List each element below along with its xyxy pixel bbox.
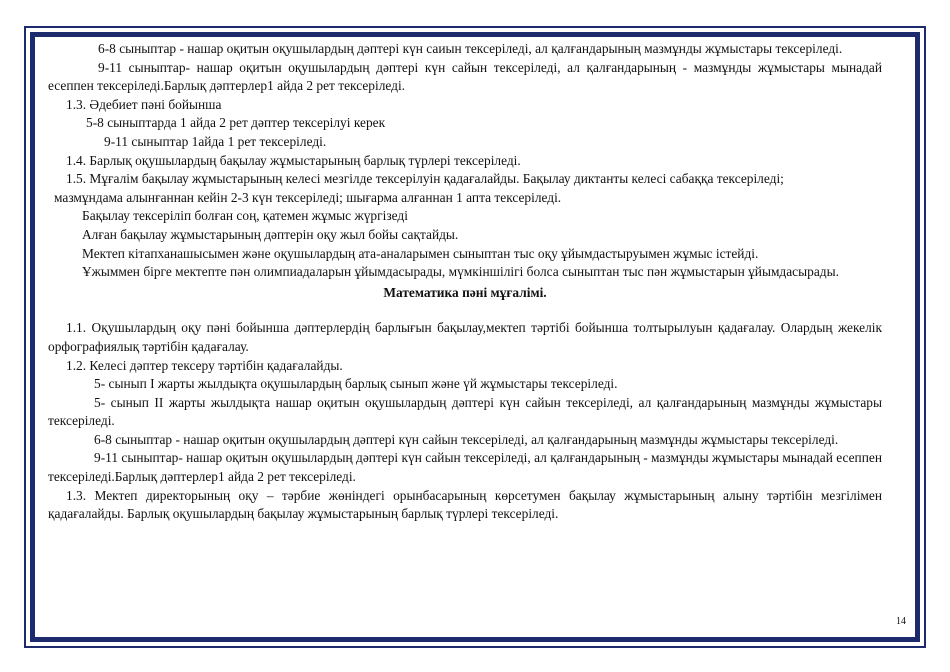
math-paragraph-grade5-h2: 5- сынып ІІ жарты жылдықта нашар оқитын оқушылардың дәптері күн сайын тексеріледі, ал қалғандарының мазмұнды жұмыстары тексеріледі. xyxy=(48,394,882,429)
paragraph-9-11-monthly: 9-11 сыныптар 1айда 1 рет тексеріледі. xyxy=(104,133,327,149)
math-paragraph-1-1: 1.1. Оқушылардың оқу пәні бойынша дәптерлердің барлығын бақылау,мектеп тәртібі бойынша толтырылуын қадағалау. Олардың жекелік орфографиялық тәртібін қадағалау. xyxy=(48,320,882,354)
paragraph-olympiads: Ұжыммен бірге мектепте пән олимпиадаларын ұйымдасырады, мүмкіншілігі болса сыныптан тыс пән жұмыстарын ұйымдасырады. xyxy=(82,264,839,280)
section-title: Математика пәні мұғалімі. xyxy=(383,284,547,300)
paragraph-9-11-grades: 9-11 сыныптар- нашар оқитын оқушылардың дәптері күн сайын тексеріледі, ал қалғандарының - мазмұнды жұмыстары мынадай есеппен тексеріледі.Барлық дәптерлер1 айда 2 рет тексеріледі. xyxy=(48,59,882,94)
paragraph-1-3-literature: 1.3. Әдебиет пәні бойынша xyxy=(66,96,222,112)
math-paragraph-1-2: 1.2. Келесі дәптер тексеру тәртібін қадағалайды. xyxy=(66,357,343,373)
math-paragraph-grade5-h1: 5- сынып І жарты жылдықта оқушылардың барлық сынып және үй жұмыстары тексеріледі. xyxy=(94,376,618,392)
document-body xyxy=(48,40,882,524)
paragraph-essay-check: мазмұндама алынғаннан кейін 2-3 күн тексеріледі; шығарма алғаннан 1 апта тексеріледі. xyxy=(54,189,562,205)
page-number: 14 xyxy=(896,616,906,627)
paragraph-librarian: Мектеп кітапханашысымен және оқушылардың ата-аналарымен сыныптан тыс оқу ұйымдастыруымен жұмыс істейді. xyxy=(82,245,759,261)
math-paragraph-9-11: 9-11 сыныптар- нашар оқитын оқушылардың дәптері күн сайын тексеріледі, ал қалғандарының - мазмұнды жұмыстары мынадай есеппен тексеріледі.Барлық дәптерлер1 айда 2 рет тексеріледі. xyxy=(48,450,882,485)
paragraph-5-8-grades: 5-8 сыныптарда 1 айда 2 рет дәптер тексерілуі керек xyxy=(86,115,386,131)
math-paragraph-1-3: 1.3. Мектеп директорының оқу – тәрбие жөніндегі орынбасарының көрсетумен бақылау жұмыстарының алыну тәртібін мезгілімен қадағалайды. Барлық оқушылардың бақылау жұмыстарының барлық түрлері тексеріледі. xyxy=(48,487,882,522)
paragraph-keep-notebooks: Алған бақылау жұмыстарының дәптерін оқу жыл бойы сақтайды. xyxy=(82,226,459,242)
paragraph-1-4: 1.4. Барлық оқушылардың бақылау жұмыстарының барлық түрлері тексеріледі. xyxy=(66,152,521,168)
paragraph-1-5: 1.5. Мұғалім бақылау жұмыстарының келесі мезгілде тексерілуін қадағалайды. Бақылау диктанты келесі сабаққа тексеріледі; xyxy=(66,171,784,187)
math-paragraph-6-8: 6-8 сыныптар - нашар оқитын оқушылардың дәптері күн сайын тексеріледі, ал қалғандарының мазмұнды жұмыстары тексеріледі. xyxy=(94,431,839,447)
paragraph-error-work: Бақылау тексеріліп болған соң, қатемен жұмыс жүргізеді xyxy=(82,208,408,224)
paragraph-6-8-grades: 6-8 сыныптар - нашар оқитын оқушылардың дәптері күн саиын тексеріледі, ал қалғандарының мазмұнды жұмыстары тексеріледі. xyxy=(98,41,843,56)
